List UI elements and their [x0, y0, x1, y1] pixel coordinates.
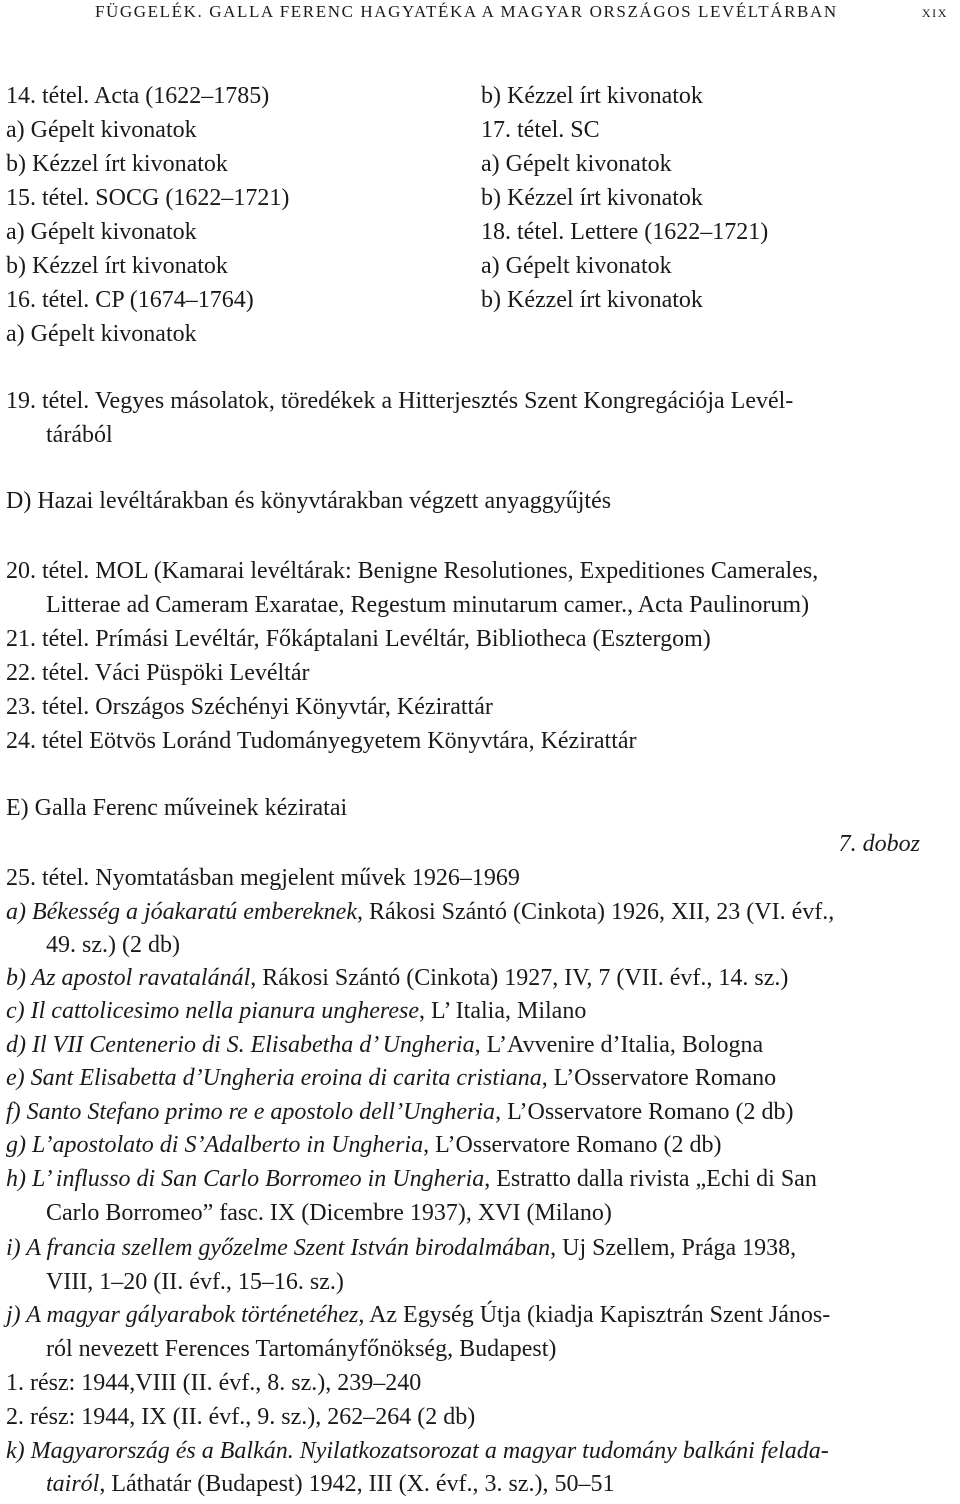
entry-e-rest: , L’Osservatore Romano	[541, 1065, 777, 1091]
page-number: xix	[921, 2, 948, 21]
section-d-heading: D) Hazai levéltárakban és könyvtárakban végzett anyaggyűjtés	[6, 488, 612, 514]
item-23: 23. tétel. Országos Széchényi Könyvtár, Kézirattár	[6, 694, 493, 720]
entry-k-title-end: tairól	[46, 1471, 100, 1497]
entry-a-cont: 49. sz.) (2 db)	[46, 932, 180, 958]
entry-c-rest: , L’ Italia, Milano	[419, 998, 587, 1024]
item-25: 25. tétel. Nyomtatásban megjelent művek 1926–1969	[6, 865, 520, 891]
item-24: 24. tétel Eötvös Loránd Tudományegyetem Könyvtára, Kézirattár	[6, 728, 637, 754]
entry-i-title: i) A francia szellem győzelme Szent István birodalmában	[6, 1235, 551, 1261]
entry-e-title: e) Sant Elisabetta d’Ungheria eroina di carita cristiana	[6, 1065, 542, 1091]
entry-h-title: h) L’ influsso di San Carlo Borromeo in Ungheria	[6, 1166, 485, 1192]
entry-k-rest: , Láthatár (Budapest) 1942, III (X. évf., 3. sz.), 50–51	[99, 1471, 615, 1497]
entry-b-title: b) Az apostol ravatalánál	[6, 965, 251, 991]
right-line-5: 18. tétel. Lettere (1622–1721)	[481, 219, 769, 245]
entry-j-rest: , Az Egység Útja (kiadja Kapisztrán Szent János-	[358, 1302, 831, 1328]
part-1: 1. rész: 1944,VIII (II. évf., 8. sz.), 239–240	[6, 1370, 422, 1396]
entry-j-cont: ról nevezett Ferences Tartományfőnökség, Budapest)	[46, 1336, 557, 1362]
item-19-line-2: tárából	[46, 422, 113, 448]
left-line-6: b) Kézzel írt kivonatok	[6, 253, 228, 279]
right-line-7: b) Kézzel írt kivonatok	[481, 287, 703, 313]
entry-k-line-2	[46, 1468, 615, 1500]
left-line-7: 16. tétel. CP (1674–1764)	[6, 287, 254, 313]
entry-i-cont: VIII, 1–20 (II. évf., 15–16. sz.)	[46, 1269, 344, 1295]
box-label: 7. doboz	[838, 831, 920, 857]
left-line-1: 14. tétel. Acta (1622–1785)	[6, 83, 270, 109]
entry-d-title: d) Il VII Centenerio di S. Elisabetha d’ Ungheria	[6, 1032, 475, 1058]
entry-h-rest: , Estratto dalla rivista „Echi di San	[484, 1166, 817, 1192]
entry-i-rest: , Uj Szellem, Prága 1938,	[550, 1235, 797, 1261]
entry-f-rest: , L’Osservatore Romano (2 db)	[495, 1099, 794, 1125]
entry-k-line-1: k) Magyarország és a Balkán. Nyilatkozatsorozat a magyar tudomány balkáni felada-	[6, 1438, 829, 1464]
entry-g	[6, 1129, 721, 1161]
entry-j	[6, 1299, 830, 1331]
item-21: 21. tétel. Prímási Levéltár, Főkáptalani Levéltár, Bibliotheca (Esztergom)	[6, 626, 711, 652]
entry-b-rest: , Rákosi Szántó (Cinkota) 1927, IV, 7 (VII. évf., 14. sz.)	[250, 965, 789, 991]
entry-d	[6, 1029, 763, 1061]
entry-c	[6, 995, 586, 1027]
entry-f-title: f) Santo Stefano primo re e apostolo dell’Ungheria	[6, 1099, 496, 1125]
item-20-line-2: Litterae ad Cameram Exaratae, Regestum minutarum camer., Acta Paulinorum)	[46, 592, 810, 618]
left-line-2: a) Gépelt kivonatok	[6, 117, 197, 143]
left-line-5: a) Gépelt kivonatok	[6, 219, 197, 245]
section-e-heading: E) Galla Ferenc műveinek kéziratai	[6, 795, 348, 821]
running-header	[95, 2, 948, 26]
entry-a-title: a) Békesség a jóakaratú embereknek	[6, 899, 357, 925]
entry-b	[6, 962, 788, 994]
right-line-2: 17. tétel. SC	[481, 117, 600, 143]
item-19-line-1: 19. tétel. Vegyes másolatok, töredékek a Hitterjesztés Szent Kongregációja Levél-	[6, 388, 794, 414]
entry-c-title: c) Il cattolicesimo nella pianura ungherese	[6, 998, 420, 1024]
entry-f	[6, 1096, 793, 1128]
entry-g-title: g) L’apostolato di S’Adalberto in Ungheria	[6, 1132, 424, 1158]
right-line-1: b) Kézzel írt kivonatok	[481, 83, 703, 109]
left-line-4: 15. tétel. SOCG (1622–1721)	[6, 185, 290, 211]
entry-g-rest: , L’Osservatore Romano (2 db)	[423, 1132, 722, 1158]
item-20-line-1: 20. tétel. MOL (Kamarai levéltárak: Benigne Resolutiones, Expeditiones Camerales,	[6, 558, 819, 584]
entry-a	[6, 896, 834, 928]
left-line-3: b) Kézzel írt kivonatok	[6, 151, 228, 177]
header-title: FÜGGELÉK. GALLA FERENC HAGYATÉKA A MAGYAR ORSZÁGOS LEVÉLTÁRBAN	[95, 2, 838, 21]
entry-h	[6, 1163, 817, 1195]
entry-a-rest: , Rákosi Szántó (Cinkota) 1926, XII, 23 (VI. évf.,	[356, 899, 835, 925]
right-line-6: a) Gépelt kivonatok	[481, 253, 672, 279]
right-line-3: a) Gépelt kivonatok	[481, 151, 672, 177]
left-line-8: a) Gépelt kivonatok	[6, 321, 197, 347]
right-line-4: b) Kézzel írt kivonatok	[481, 185, 703, 211]
entry-h-cont: Carlo Borromeo” fasc. IX (Dicembre 1937), XVI (Milano)	[46, 1200, 612, 1226]
entry-d-rest: , L’Avvenire d’Italia, Bologna	[474, 1032, 764, 1058]
part-2: 2. rész: 1944, IX (II. évf., 9. sz.), 262–264 (2 db)	[6, 1404, 476, 1430]
entry-j-title: j) A magyar gályarabok történetéhez	[6, 1302, 359, 1328]
item-22: 22. tétel. Váci Püspöki Levéltár	[6, 660, 310, 686]
entry-i	[6, 1232, 796, 1264]
entry-e	[6, 1062, 776, 1094]
